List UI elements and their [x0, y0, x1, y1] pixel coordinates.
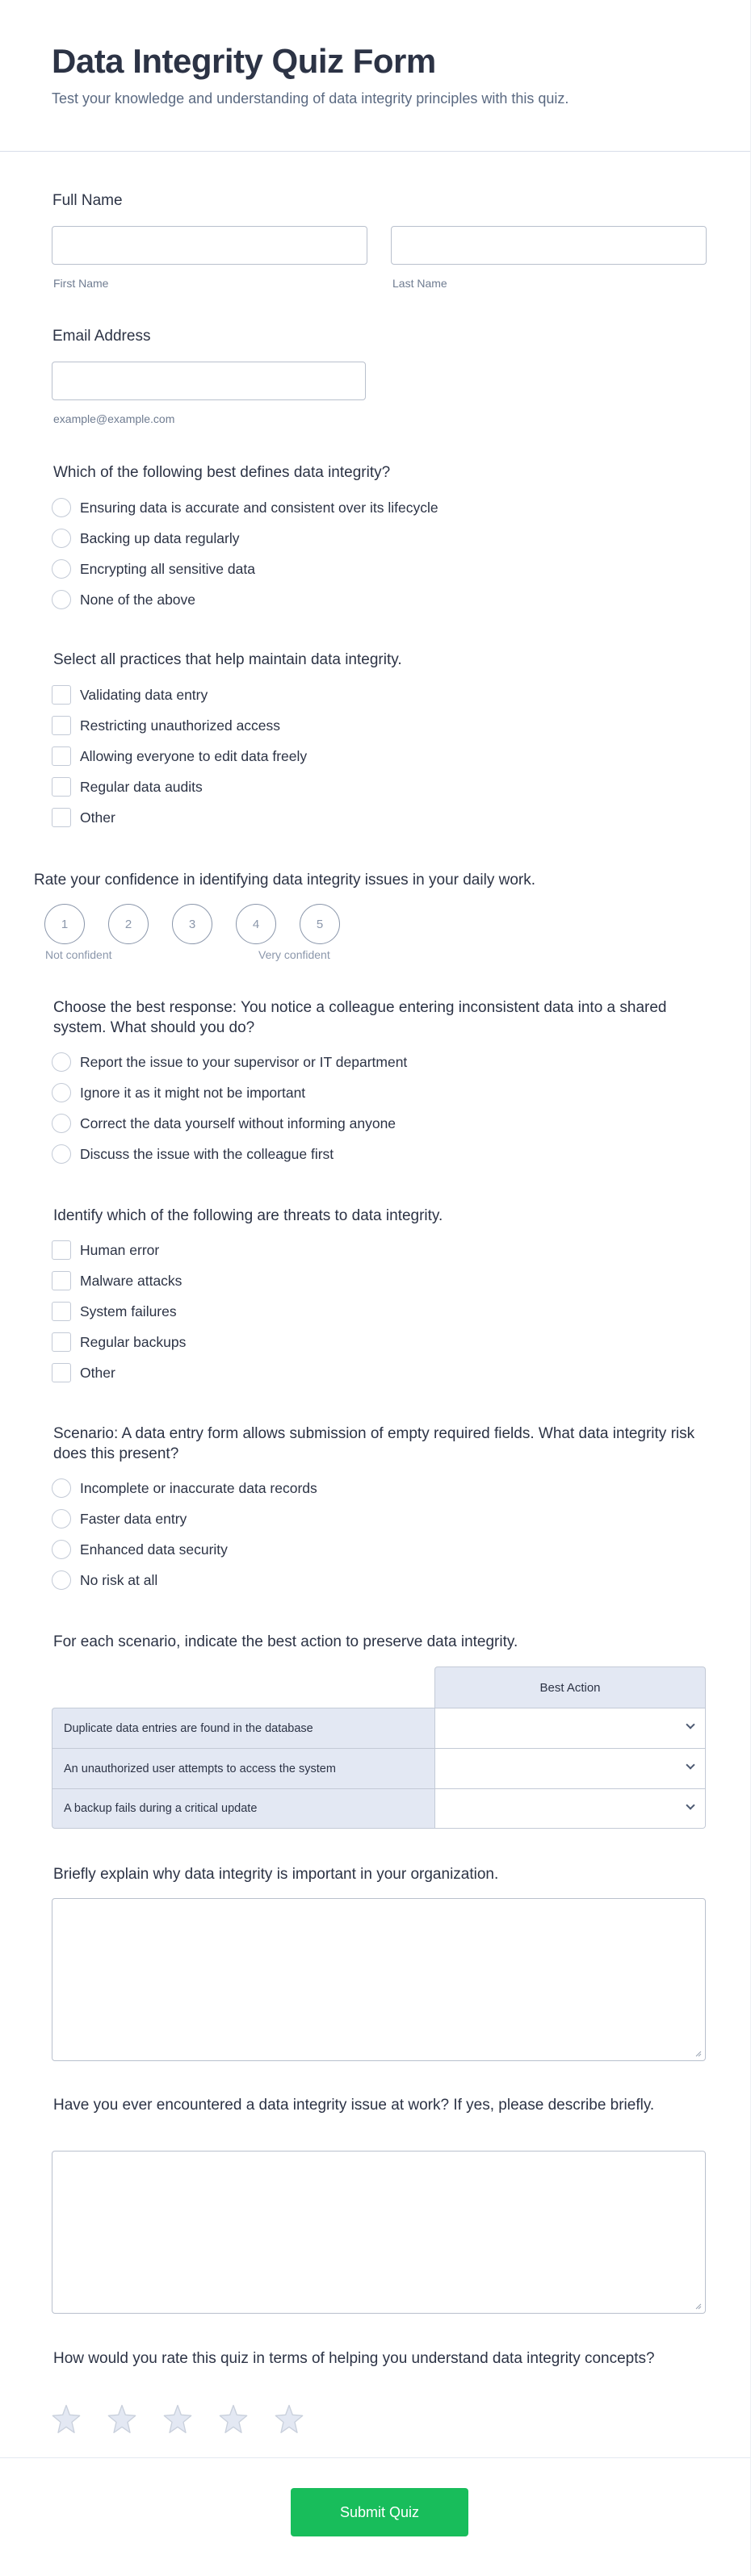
q5-option[interactable] [52, 1265, 186, 1296]
email-input[interactable] [52, 362, 366, 400]
option-label: System failures [80, 1303, 177, 1319]
q1-option[interactable] [52, 554, 438, 584]
matrix-row [52, 1708, 706, 1748]
star-icon[interactable] [273, 2403, 305, 2436]
matrix-dropdown[interactable] [434, 1788, 706, 1829]
matrix-row [52, 1788, 706, 1829]
option-label: None of the above [80, 591, 196, 608]
q7-label: For each scenario, indicate the best action to preserve data integrity. [53, 1633, 518, 1650]
matrix-dropdown[interactable] [434, 1708, 706, 1748]
option-label: Faster data entry [80, 1510, 187, 1527]
q4-option[interactable] [52, 1108, 407, 1139]
star-icon[interactable] [217, 2403, 250, 2436]
option-label: Regular data audits [80, 778, 203, 795]
star-rating [50, 2403, 329, 2436]
q1-option[interactable] [52, 584, 438, 615]
q6-option[interactable] [52, 1503, 317, 1534]
q2-option[interactable] [52, 680, 307, 710]
checkbox[interactable] [52, 1271, 71, 1290]
q3-label: Rate your confidence in identifying data integrity issues in your daily work. [34, 872, 535, 889]
q5-label: Identify which of the following are threats to data integrity. [53, 1207, 443, 1224]
scale-option-1[interactable]: 1 [44, 904, 85, 944]
q4-option[interactable] [52, 1047, 407, 1077]
q1-option[interactable] [52, 492, 438, 523]
radio-button[interactable] [52, 1144, 71, 1164]
q5-option[interactable] [52, 1357, 186, 1388]
option-label: Malware attacks [80, 1272, 183, 1289]
scale-option-4[interactable]: 4 [236, 904, 276, 944]
chevron-down-icon [686, 1800, 694, 1809]
q8-label: Briefly explain why data integrity is important in your organization. [53, 1866, 499, 1883]
checkbox[interactable] [52, 685, 71, 705]
radio-button[interactable] [52, 1478, 71, 1498]
q2-option[interactable] [52, 741, 307, 772]
q6-option[interactable] [52, 1473, 317, 1503]
radio-button[interactable] [52, 559, 71, 579]
radio-button[interactable] [52, 1114, 71, 1133]
option-label: Report the issue to your supervisor or IT department [80, 1053, 408, 1070]
matrix-dropdown[interactable] [434, 1748, 706, 1788]
form-header [0, 0, 750, 152]
checkbox[interactable] [52, 716, 71, 735]
option-label: Allowing everyone to edit data freely [80, 747, 308, 764]
radio-button[interactable] [52, 1052, 71, 1072]
star-icon[interactable] [162, 2403, 194, 2436]
q5-option[interactable] [52, 1327, 186, 1357]
radio-button[interactable] [52, 1570, 71, 1590]
matrix-row-label: A backup fails during a critical update [52, 1788, 434, 1829]
submit-quiz-button[interactable]: Submit Quiz [291, 2488, 468, 2536]
q2-label: Select all practices that help maintain data integrity. [53, 651, 402, 668]
option-label: Enhanced data security [80, 1541, 228, 1558]
email-label: Email Address [52, 328, 151, 345]
matrix-corner [52, 1666, 434, 1708]
q6-label: Scenario: A data entry form allows submission of empty required fields. What data integrity risk does this present? [53, 1425, 695, 1462]
radio-button[interactable] [52, 1540, 71, 1559]
checkbox[interactable] [52, 1332, 71, 1352]
q1-label: Which of the following best defines data integrity? [53, 464, 391, 481]
first-name-input[interactable] [52, 226, 367, 265]
q8-textarea[interactable] [52, 1898, 706, 2061]
q6-option[interactable] [52, 1565, 317, 1595]
option-label: Regular backups [80, 1333, 187, 1350]
option-label: No risk at all [80, 1571, 158, 1588]
checkbox[interactable] [52, 808, 71, 827]
checkbox[interactable] [52, 1240, 71, 1260]
scale-min-caption: Not confident [45, 948, 112, 961]
q9-label: Have you ever encountered a data integrity issue at work? If yes, please describe briefly. [53, 2097, 655, 2114]
full-name-label: Full Name [52, 192, 123, 209]
email-sublabel: example@example.com [53, 412, 175, 425]
checkbox[interactable] [52, 1302, 71, 1321]
q5-option[interactable] [52, 1296, 186, 1327]
q6-option[interactable] [52, 1534, 317, 1565]
q2-option[interactable] [52, 772, 307, 802]
radio-button[interactable] [52, 590, 71, 609]
matrix-row-label: Duplicate data entries are found in the database [52, 1708, 434, 1748]
option-label: Other [80, 809, 115, 826]
page-subtitle: Test your knowledge and understanding of data integrity principles with this quiz. [52, 90, 569, 107]
q2-options [52, 680, 307, 833]
q1-option[interactable] [52, 523, 438, 554]
matrix-row-label: An unauthorized user attempts to access the system [52, 1748, 434, 1788]
option-label: Human error [80, 1241, 160, 1258]
scale-option-3[interactable]: 3 [172, 904, 212, 944]
option-label: Backing up data regularly [80, 529, 240, 546]
q10-label: How would you rate this quiz in terms of helping you understand data integrity concepts? [53, 2350, 655, 2367]
radio-button[interactable] [52, 1509, 71, 1528]
last-name-input[interactable] [391, 226, 707, 265]
scale-max-caption: Very confident [258, 948, 330, 961]
matrix-column-header: Best Action [434, 1666, 706, 1708]
radio-button[interactable] [52, 498, 71, 517]
option-label: Correct the data yourself without informing anyone [80, 1114, 396, 1131]
star-icon[interactable] [50, 2403, 82, 2436]
resize-handle-icon[interactable] [694, 2049, 702, 2057]
checkbox[interactable] [52, 1363, 71, 1382]
option-label: Restricting unauthorized access [80, 717, 281, 734]
option-label: Validating data entry [80, 686, 208, 703]
first-name-sublabel: First Name [53, 277, 109, 290]
page-title: Data Integrity Quiz Form [52, 42, 436, 80]
option-label: Ensuring data is accurate and consistent over its lifecycle [80, 499, 438, 516]
matrix-row [52, 1748, 706, 1788]
q4-options [52, 1047, 407, 1169]
checkbox[interactable] [52, 746, 71, 766]
radio-button[interactable] [52, 1083, 71, 1102]
q5-option[interactable] [52, 1235, 186, 1265]
q9-textarea[interactable] [52, 2151, 706, 2314]
q2-option[interactable] [52, 802, 307, 833]
q3-scale [44, 904, 363, 944]
star-icon[interactable] [106, 2403, 138, 2436]
q1-options [52, 492, 438, 615]
option-label: Other [80, 1364, 115, 1381]
option-label: Discuss the issue with the colleague first [80, 1145, 334, 1162]
scale-option-2[interactable]: 2 [108, 904, 149, 944]
q4-option[interactable] [52, 1077, 407, 1108]
radio-button[interactable] [52, 529, 71, 548]
form-footer [0, 2457, 750, 2576]
q4-option[interactable] [52, 1139, 407, 1169]
chevron-down-icon [686, 1720, 694, 1729]
q2-option[interactable] [52, 710, 307, 741]
q4-label: Choose the best response: You notice a colleague entering inconsistent data into a shared system. What should you do? [53, 999, 667, 1036]
resize-handle-icon[interactable] [694, 2302, 702, 2310]
option-label: Ignore it as it might not be important [80, 1084, 306, 1101]
chevron-down-icon [686, 1760, 694, 1769]
scenario-matrix [52, 1666, 706, 1829]
q5-options [52, 1235, 186, 1388]
scale-option-5[interactable]: 5 [300, 904, 340, 944]
q6-options [52, 1473, 317, 1595]
option-label: Incomplete or inaccurate data records [80, 1479, 317, 1496]
checkbox[interactable] [52, 777, 71, 797]
last-name-sublabel: Last Name [392, 277, 447, 290]
option-label: Encrypting all sensitive data [80, 560, 255, 577]
